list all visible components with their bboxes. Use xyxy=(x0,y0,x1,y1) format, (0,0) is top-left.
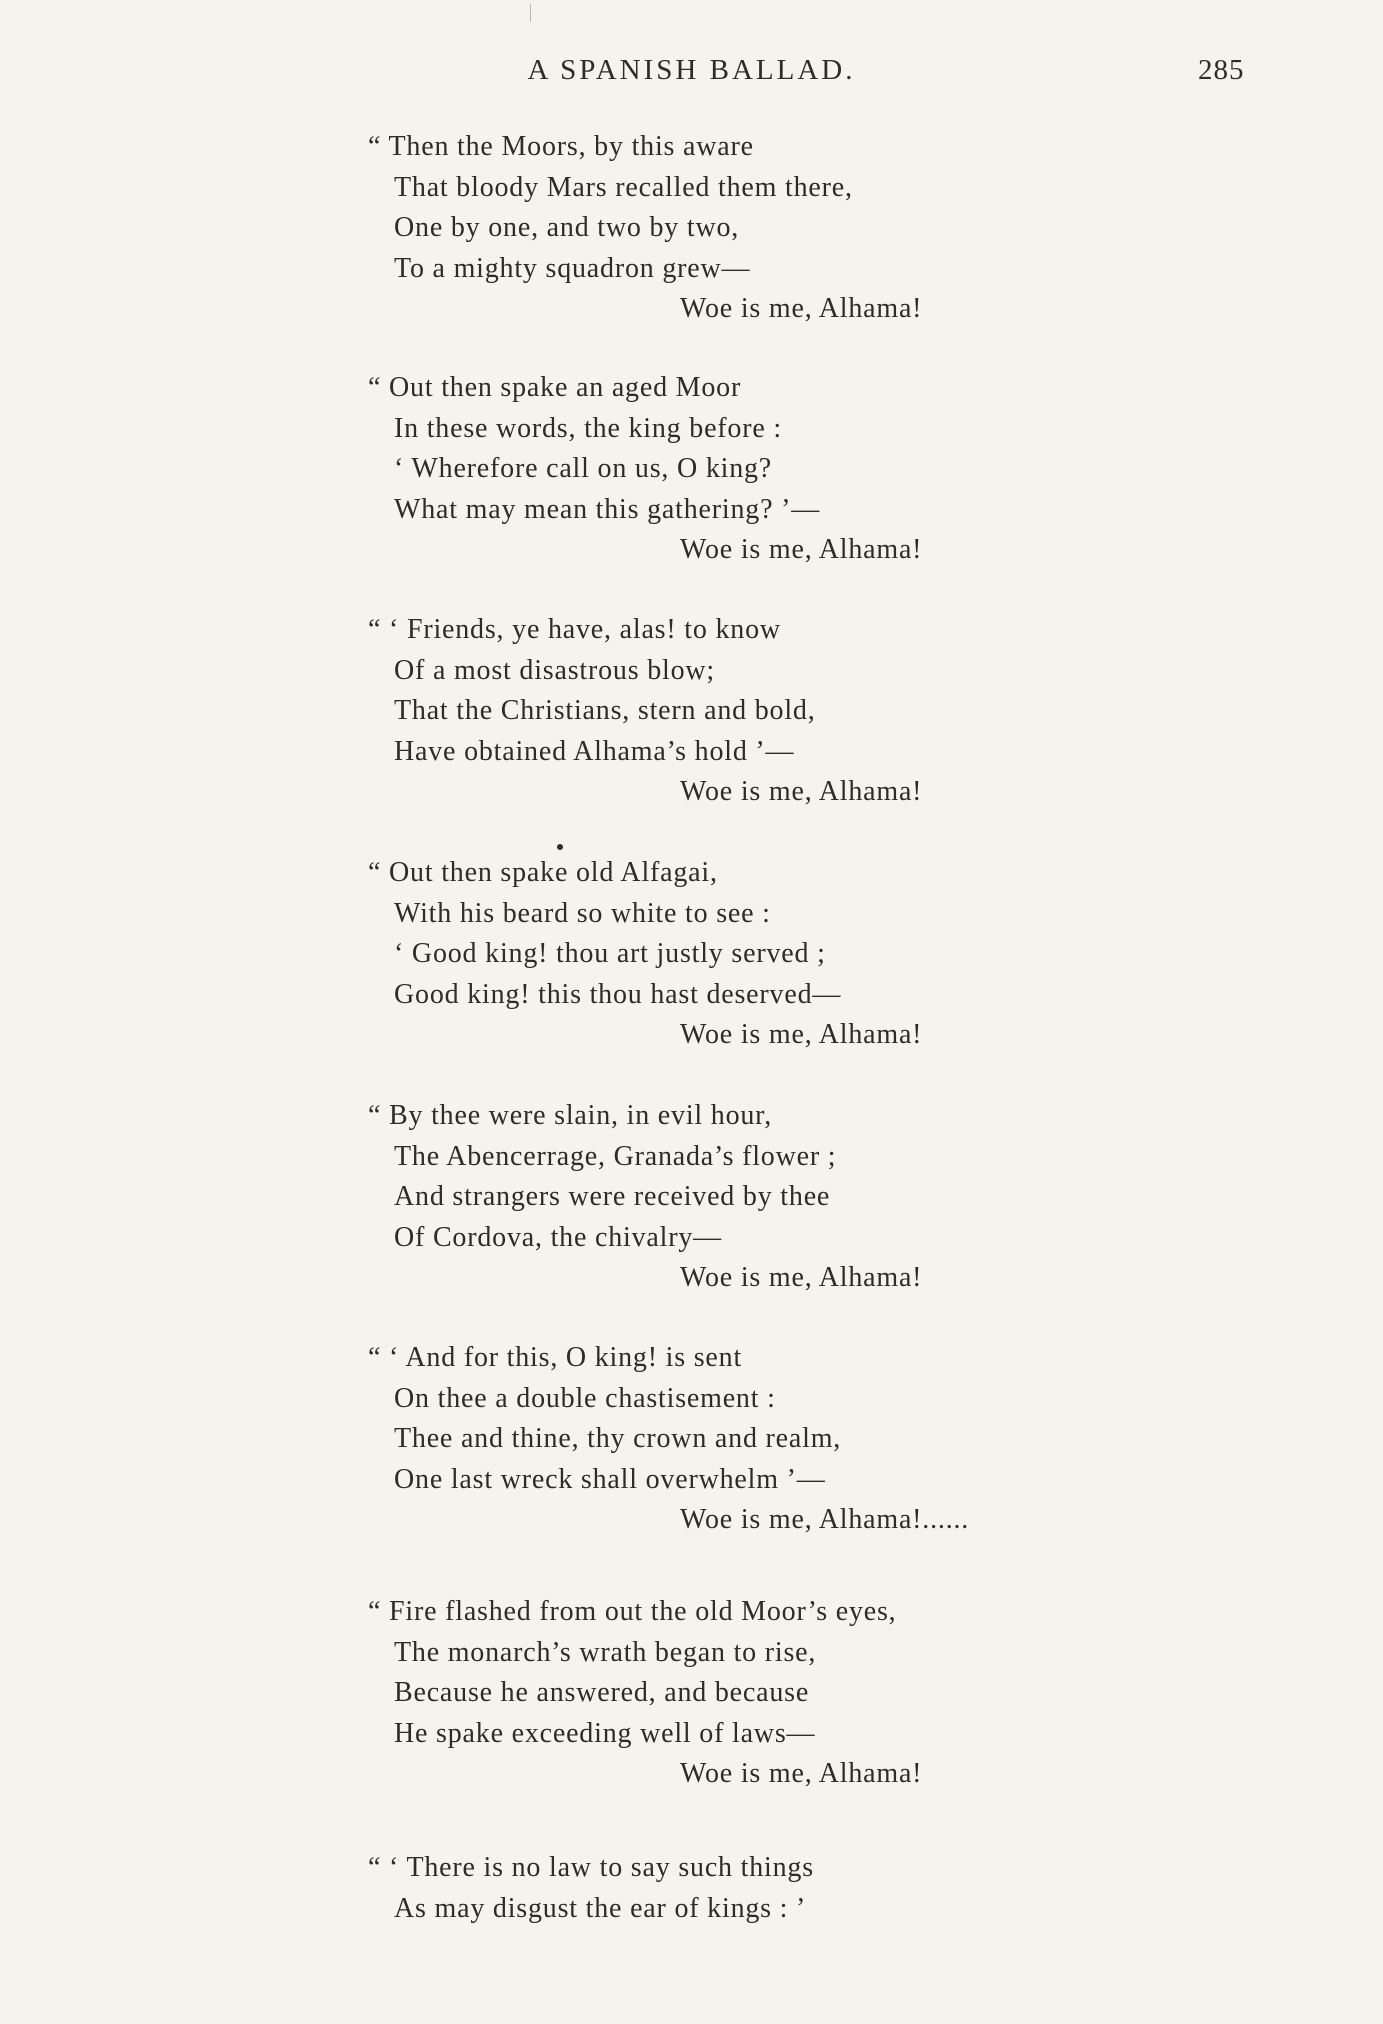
refrain-line: Woe is me, Alhama! xyxy=(680,534,923,565)
stanza-line: “ By thee were slain, in evil hour, xyxy=(368,1100,772,1131)
stanza-line: Of a most disastrous blow; xyxy=(394,654,716,686)
stanza-line: And strangers were received by thee xyxy=(394,1181,831,1212)
stanza-line: The monarch’s wrath began to rise, xyxy=(394,1636,817,1668)
stanza-line: On thee a double chastisement : xyxy=(394,1382,776,1414)
stanza-line: Thee and thine, thy crown and realm, xyxy=(394,1423,842,1454)
refrain-line: Woe is me, Alhama! xyxy=(680,1262,923,1293)
stanza-line: One by one, and two by two, xyxy=(394,212,740,243)
stanza-7 xyxy=(368,1592,1128,1795)
stanza-line: In these words, the king before : xyxy=(394,412,782,444)
refrain-line: Woe is me, Alhama! xyxy=(680,1758,923,1789)
stanza-line: “ ‘ Friends, ye have, alas! to know xyxy=(368,614,781,645)
refrain-line: Woe is me, Alhama! xyxy=(680,293,923,324)
stanza-line: Because he answered, and because xyxy=(394,1677,810,1708)
printing-speck xyxy=(557,844,563,850)
refrain-line: Woe is me, Alhama! xyxy=(680,776,923,807)
stanza-1 xyxy=(368,127,1128,330)
stanza-line: With his beard so white to see : xyxy=(394,897,771,929)
stanza-line: “ ‘ And for this, O king! is sent xyxy=(368,1342,743,1373)
stanza-line: Have obtained Alhama’s hold ’— xyxy=(394,735,795,767)
stanza-line: That bloody Mars recalled them there, xyxy=(394,171,853,203)
stanza-line: “ ‘ There is no law to say such things xyxy=(368,1852,814,1883)
stanza-4 xyxy=(368,853,1128,1056)
stanza-2 xyxy=(368,368,1128,571)
stanza-line: To a mighty squadron grew— xyxy=(394,252,751,284)
stanza-line: The Abencerrage, Granada’s flower ; xyxy=(394,1140,837,1172)
refrain-line: Woe is me, Alhama! xyxy=(680,1019,923,1050)
stanza-line: What may mean this gathering? ’— xyxy=(394,493,821,525)
page-number: 285 xyxy=(1198,54,1245,86)
stanza-line: “ Out then spake old Alfagai, xyxy=(368,857,718,888)
stanza-line: That the Christians, stern and bold, xyxy=(394,695,816,726)
stanza-3 xyxy=(368,610,1128,813)
stanza-line: One last wreck shall overwhelm ’— xyxy=(394,1463,826,1495)
top-edge-mark xyxy=(530,4,531,22)
stanza-line: “ Fire flashed from out the old Moor’s eyes, xyxy=(368,1596,897,1627)
stanza-line: Good king! this thou hast deserved— xyxy=(394,978,842,1010)
stanza-line: As may disgust the ear of kings : ’ xyxy=(394,1892,807,1924)
stanza-8 xyxy=(368,1848,1128,1929)
stanza-line: He spake exceeding well of laws— xyxy=(394,1717,816,1749)
stanza-line: ‘ Good king! thou art justly served ; xyxy=(394,938,826,969)
stanza-line: “ Then the Moors, by this aware xyxy=(368,131,754,162)
stanza-6 xyxy=(368,1338,1128,1541)
stanza-line: Of Cordova, the chivalry— xyxy=(394,1221,722,1253)
refrain-line: Woe is me, Alhama!...... xyxy=(680,1504,970,1535)
stanza-line: “ Out then spake an aged Moor xyxy=(368,372,742,403)
stanza-line: ‘ Wherefore call on us, O king? xyxy=(394,453,773,484)
stanza-5 xyxy=(368,1096,1128,1299)
running-header-title: A SPANISH BALLAD. xyxy=(527,54,856,86)
